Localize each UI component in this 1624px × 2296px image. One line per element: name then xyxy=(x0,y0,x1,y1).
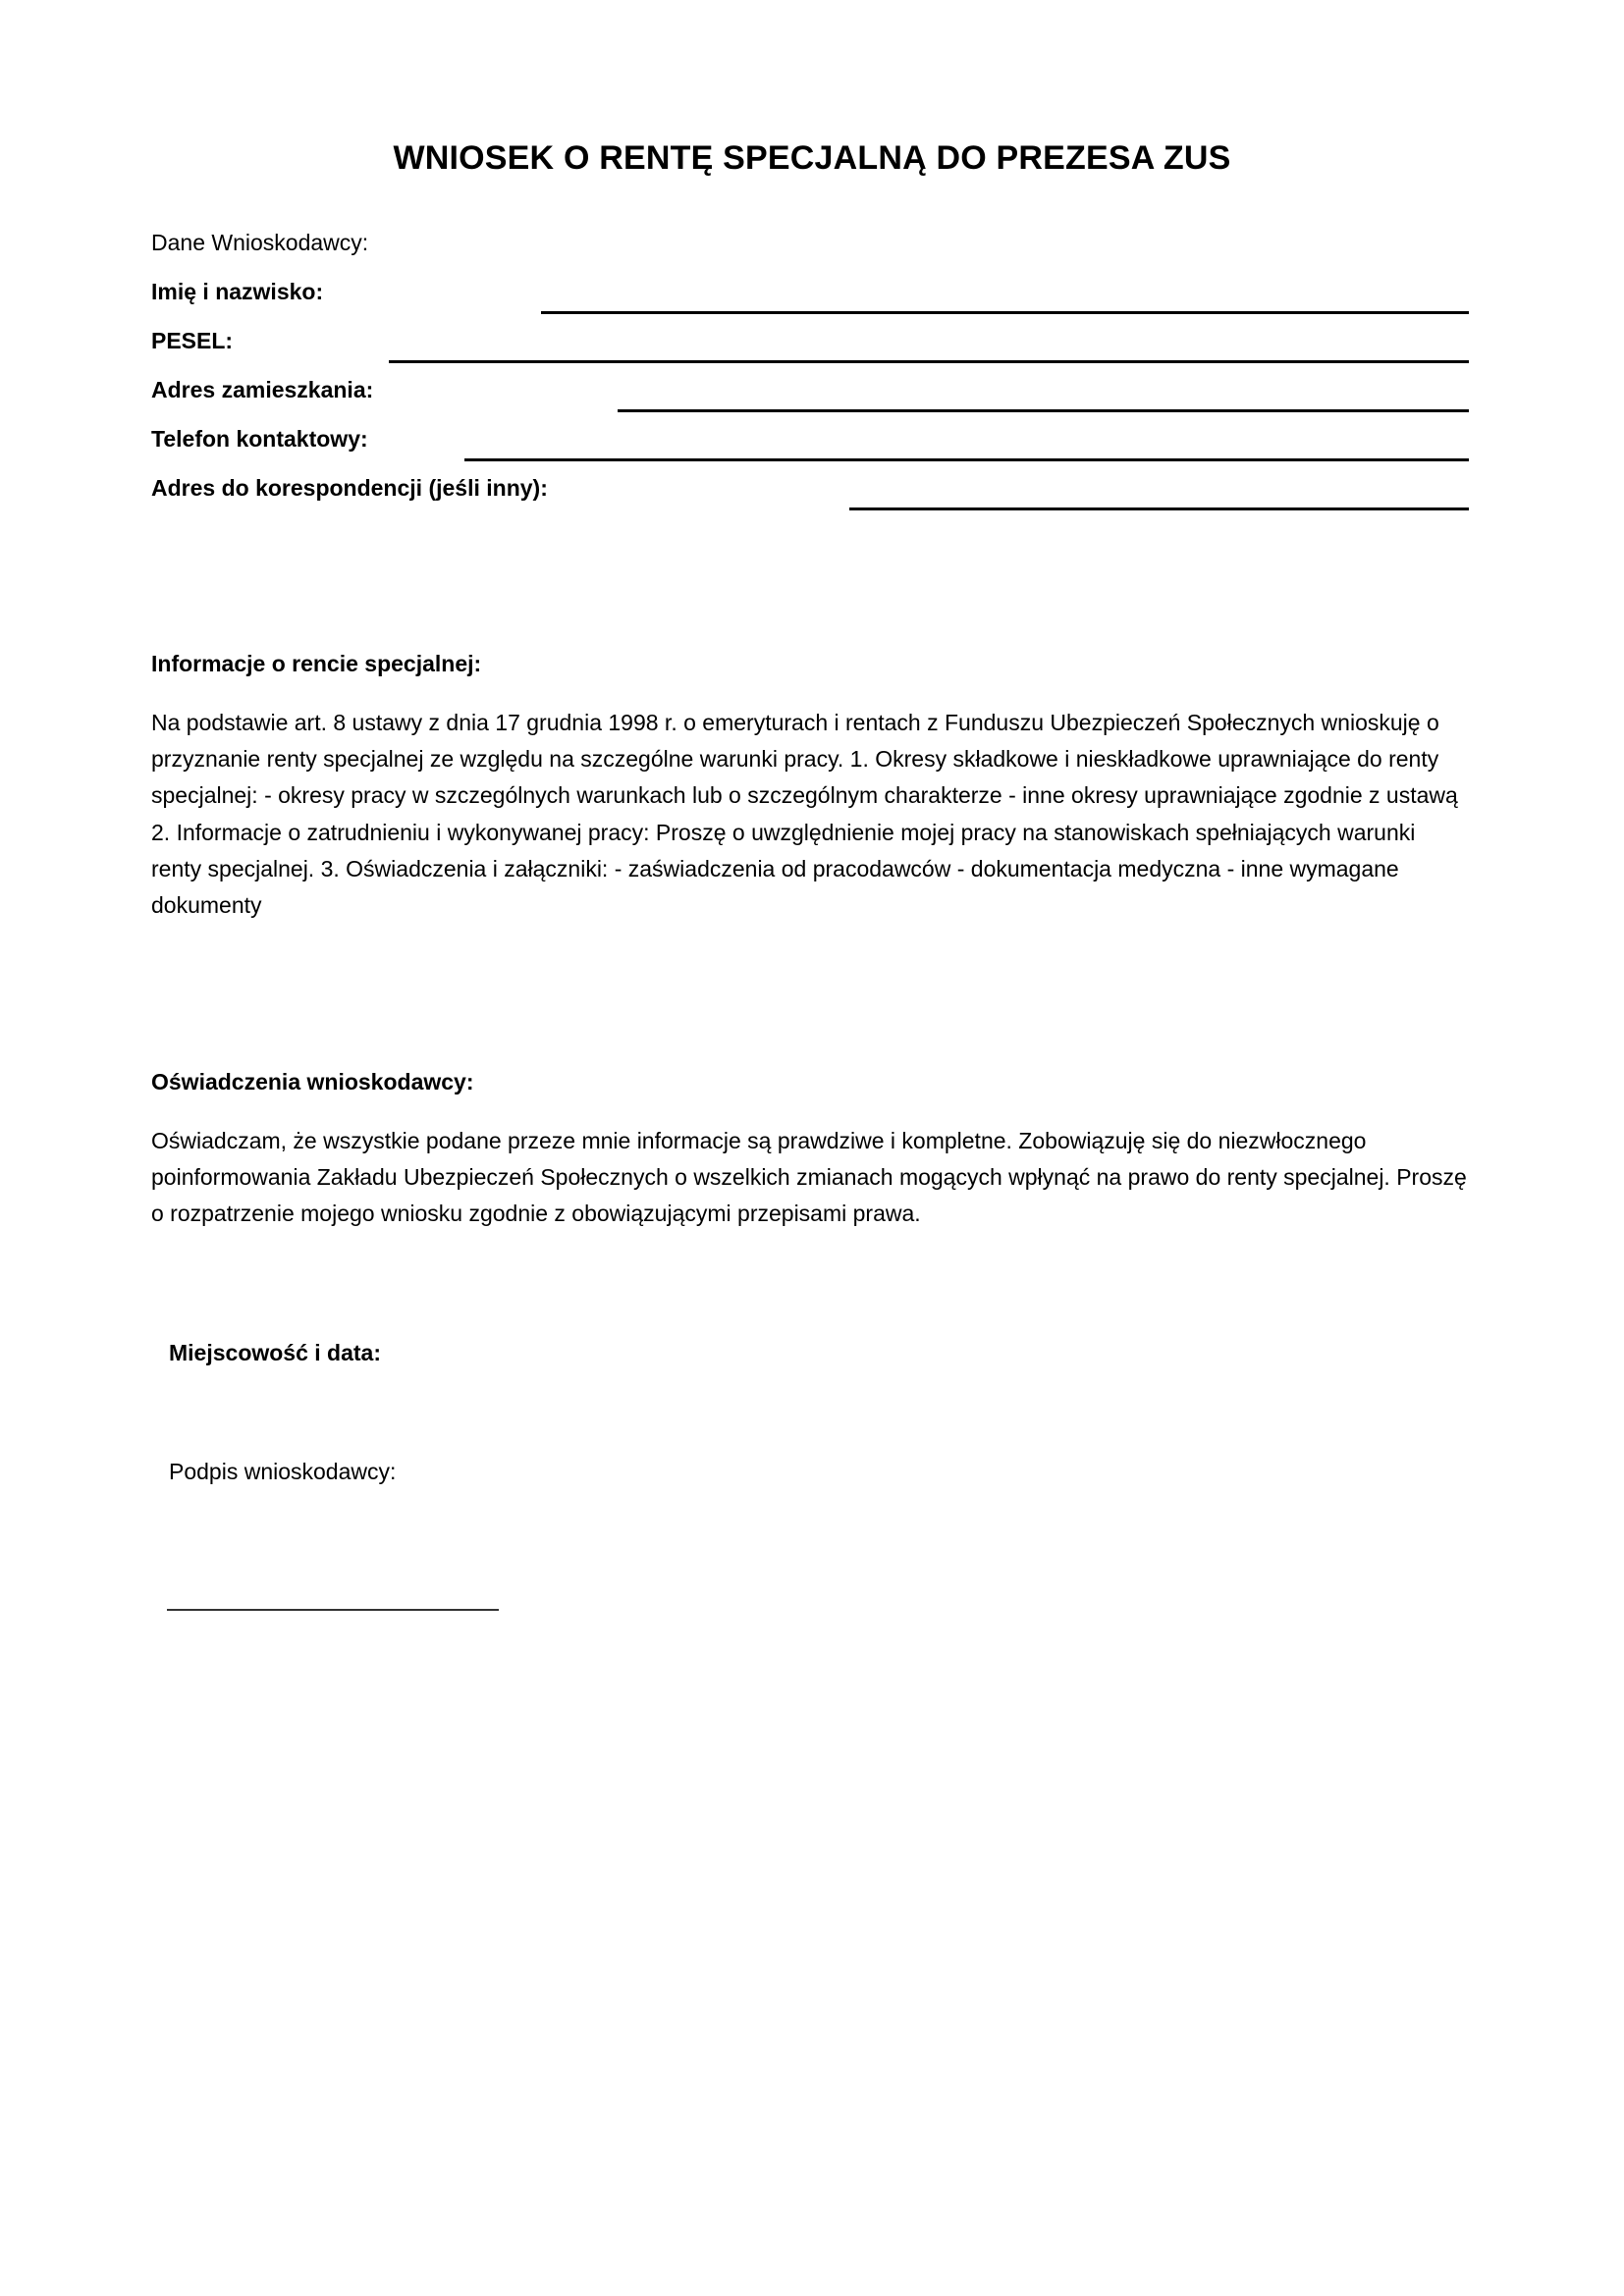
label-place-and-date: Miejscowość i data: xyxy=(169,1340,382,1365)
applicant-data-caption: Dane Wnioskodawcy: xyxy=(151,230,369,255)
input-contact-phone[interactable] xyxy=(464,458,1469,461)
applicant-data-block xyxy=(151,228,1469,523)
field-row-pesel xyxy=(151,327,1469,372)
label-correspondence-address: Adres do korespondencji (jeśli inny): xyxy=(151,475,548,502)
field-row-residence-address xyxy=(151,376,1469,421)
declaration-section-heading: Oświadczenia wnioskodawcy: xyxy=(151,1069,474,1095)
place-and-date-row xyxy=(169,1339,1465,1368)
declaration-section-body: Oświadczam, że wszystkie podane przeze mnie informacje są prawdziwe i kompletne. Zobowiązuję się do niezwłocznego poinformowania Zakładu Ubezpieczeń Społecznych o wszelkich zmianach mogących wpłynąć na prawo do renty specjalnej. Proszę o rozpatrzenie mojego wniosku zgodnie z obowiązującymi przepisami prawa. xyxy=(151,1127,1467,1227)
input-correspondence-address[interactable] xyxy=(849,507,1469,510)
page-title: WNIOSEK O RENTĘ SPECJALNĄ DO PREZESA ZUS xyxy=(393,138,1231,177)
label-applicant-signature: Podpis wnioskodawcy: xyxy=(169,1459,397,1484)
input-full-name[interactable] xyxy=(541,311,1469,314)
field-row-correspondence-address xyxy=(151,474,1469,519)
info-section-body: Na podstawie art. 8 ustawy z dnia 17 grudnia 1998 r. o emeryturach i rentach z Funduszu Ubezpieczeń Społecznych wnioskuję o przyznanie renty specjalnej ze względu na szczególne warunki pracy. 1. Okresy składkowe i nieskładkowe uprawniające do renty specjalnej: - okresy pracy w szczególnych warunkach lub o szczególnym charakterze - inne okresy uprawniające zgodnie z ustawą 2. Informacje o zatrudnieniu i wykonywanej pracy: Proszę o uwzględnienie mojej pracy na stanowiskach spełniających warunki renty specjalnej. 3. Oświadczenia i załączniki: - zaświadczenia od pracodawców - dokumentacja medyczna - inne wymagane dokumenty xyxy=(151,709,1458,919)
label-full-name: Imię i nazwisko: xyxy=(151,279,324,305)
label-pesel: PESEL: xyxy=(151,328,234,354)
info-section xyxy=(151,650,1469,924)
declaration-section xyxy=(151,1068,1469,1233)
input-applicant-signature[interactable] xyxy=(167,1609,499,1611)
field-row-phone xyxy=(151,425,1469,470)
input-pesel[interactable] xyxy=(389,360,1469,363)
info-section-heading: Informacje o rencie specjalnej: xyxy=(151,651,482,676)
label-residence-address: Adres zamieszkania: xyxy=(151,377,374,403)
label-contact-phone: Telefon kontaktowy: xyxy=(151,426,368,453)
signature-row xyxy=(169,1458,1465,1487)
input-residence-address[interactable] xyxy=(618,409,1469,412)
field-row-name xyxy=(151,278,1469,323)
